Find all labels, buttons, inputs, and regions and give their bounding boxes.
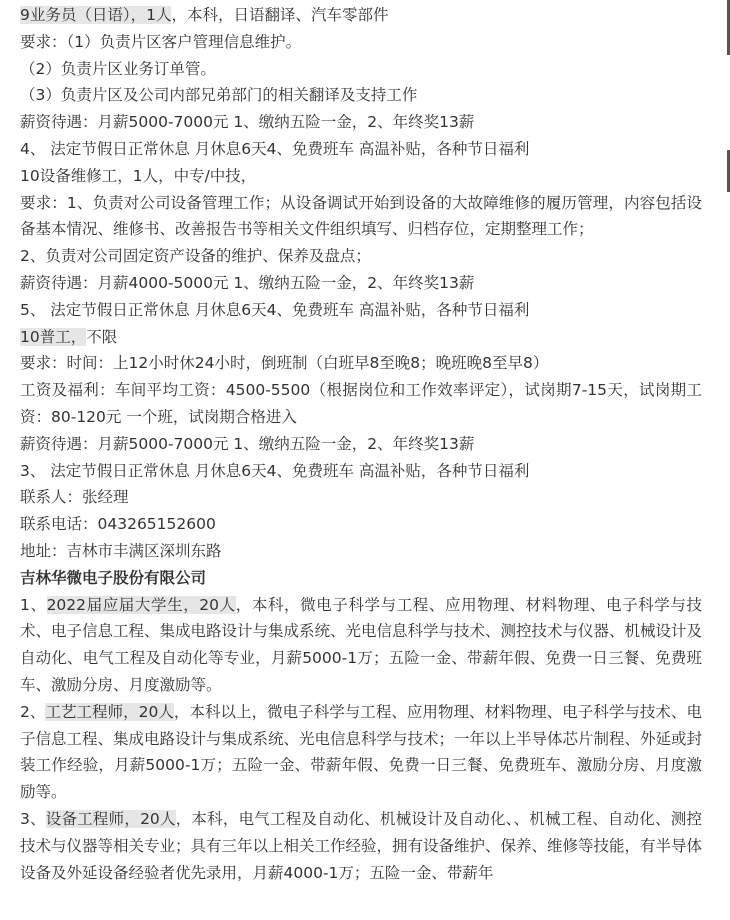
job9-requirement-2: （2）负责片区业务订单管。 xyxy=(20,59,216,78)
job9-title xyxy=(20,2,702,29)
contact-person: 联系人：张经理 xyxy=(20,488,129,507)
position-3-title-highlight: 设备工程师，20人 xyxy=(45,809,176,828)
company2-position-1 xyxy=(20,592,702,699)
job10b-title-rest: 不限 xyxy=(86,327,118,346)
position-3-details: ，本科，电气工程及自动化、机械设计及自动化、、机械工程、自动化、测控技术与仪器等相关专业；具有三年以上相关工作经验，拥有设备维护、保养、维修等技能，有半导体设备及外延设备经验者优先录用，月薪4000-1万；五险一金、带薪年 xyxy=(20,809,703,882)
job10b-salary: 薪资待遇：月薪5000-7000元 1、缴纳五险一金，2、年终奖13薪 xyxy=(20,434,475,453)
job10b-title xyxy=(20,324,702,351)
job9-title-rest: ，本科，日语翻译、汽车零部件 xyxy=(171,6,389,24)
job10b-title-highlight: 10普工， xyxy=(20,327,87,346)
contact-address: 地址：吉林市丰满区深圳东路 xyxy=(20,541,222,560)
position-3-number: 3、 xyxy=(20,809,46,828)
company2-position-2 xyxy=(20,699,702,806)
job10b-wage: 工资及福利：车间平均工资：4500-5500（根据岗位和工作效率评定），试岗期7-15天，试岗期工资：80-120元 一个班，试岗期合格进入 xyxy=(20,381,702,426)
job10a-salary: 薪资待遇：月薪4000-5000元 1、缴纳五险一金，2、年终奖13薪 xyxy=(20,273,475,292)
contact-phone: 联系电话：043265152600 xyxy=(20,515,216,534)
job9-requirement-1: 要求：（1）负责片区客户管理信息维护。 xyxy=(20,32,302,51)
position-1-details: ，本科，微电子科学与工程、应用物理、材料物理、电子科学与技术、电子信息工程、集成电路设计与集成系统、光电信息科学与技术、测控技术与仪器、机械设计及自动化、电气工程及自动化等专业，月薪5000-1万；五险一金、带薪年假、免费一日三餐、免费班车、激励分房、月度激励等。 xyxy=(20,595,703,694)
job9-benefits: 4、 法定节假日正常休息 月休息6天4、免费班车 高温补贴，各种节日福利 xyxy=(20,139,530,158)
job10a-benefits: 5、 法定节假日正常休息 月休息6天4、免费班车 高温补贴，各种节日福利 xyxy=(20,300,530,319)
position-1-title-highlight: 2022届应届大学生，20人 xyxy=(46,595,236,614)
company-name: 吉林华微电子股份有限公司 xyxy=(20,568,207,587)
position-2-title-highlight: 工艺工程师，20人 xyxy=(45,702,174,721)
job9-title-highlight: 9业务员（日语），1人 xyxy=(20,6,172,24)
job10b-requirement: 要求：时间：上12小时休24小时，倒班制（白班早8至晚8；晚班晚8至早8） xyxy=(20,354,549,373)
job-posting-document xyxy=(20,2,702,886)
position-2-number: 2、 xyxy=(20,702,46,721)
position-2-details: ，本科以上，微电子科学与工程、应用物理、材料物理、电子科学与技术、电子信息工程、集成电路设计与集成系统、光电信息科学与技术；一年以上半导体芯片制程、外延或封装工作经验，月薪5000-1万；五险一金、带薪年假、免费一日三餐、免费班车、激励分房、月度激励等。 xyxy=(20,702,703,802)
job9-salary: 薪资待遇：月薪5000-7000元 1、缴纳五险一金，2、年终奖13薪 xyxy=(20,113,475,132)
job10b-benefits: 3、 法定节假日正常休息 月休息6天4、免费班车 高温补贴，各种节日福利 xyxy=(20,461,530,480)
position-1-number: 1、 xyxy=(20,595,47,614)
job10a-title: 10设备维修工，1人，中专/中技， xyxy=(20,166,257,185)
job10a-requirement-1: 要求：1、负责对公司设备管理工作；从设备调试开始到设备的大故障维修的履历管理，内容包括设备基本情况、维修书、改善报告书等相关文件组织填写、归档存位，定期整理工作； xyxy=(20,193,702,239)
company2-position-3 xyxy=(20,806,702,886)
job9-requirement-3: （3）负责片区及公司内部兄弟部门的相关翻译及支持工作 xyxy=(20,86,418,105)
job10a-requirement-2: 2、负责对公司固定资产设备的维护、保养及盘点； xyxy=(20,247,371,266)
